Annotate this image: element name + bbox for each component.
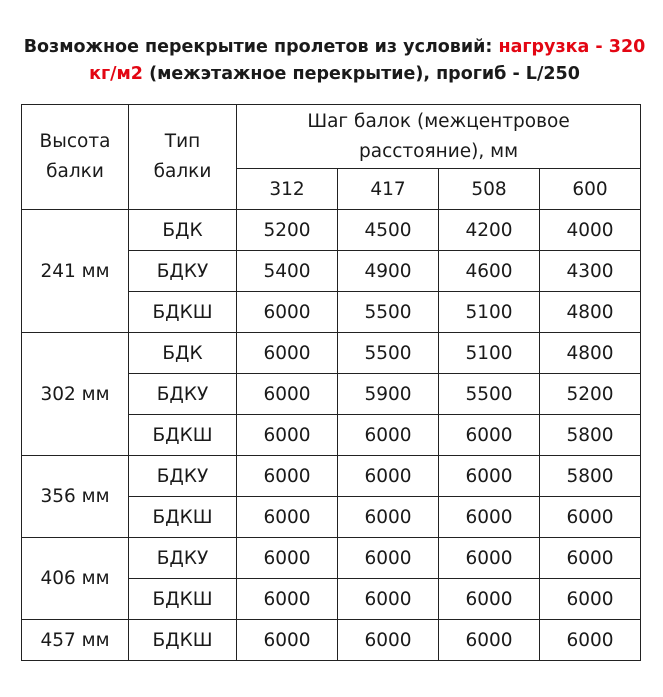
span-value-cell: 6000: [338, 538, 439, 579]
beam-type-cell: БДКШ: [129, 415, 237, 456]
span-value-cell: 6000: [237, 333, 338, 374]
beam-height-cell: 356 мм: [22, 456, 129, 538]
span-value-cell: 6000: [439, 456, 540, 497]
span-value-cell: 4000: [540, 210, 641, 251]
beam-height-cell: 302 мм: [22, 333, 129, 456]
header-beam-height-line1: Высота: [39, 131, 111, 152]
table-row: [22, 333, 641, 374]
beam-type-cell: БДКШ: [129, 579, 237, 620]
span-value-cell: 4600: [439, 251, 540, 292]
span-value-cell: 6000: [237, 620, 338, 661]
span-value-cell: 6000: [439, 579, 540, 620]
span-value-cell: 5500: [338, 333, 439, 374]
span-value-cell: 6000: [237, 579, 338, 620]
title-text-part2: (межэтажное перекрытие), прогиб - L/250: [143, 64, 580, 84]
span-value-cell: 6000: [237, 292, 338, 333]
span-value-cell: 6000: [439, 497, 540, 538]
table-row: [22, 538, 641, 579]
span-value-cell: 5200: [540, 374, 641, 415]
span-value-cell: 5800: [540, 456, 641, 497]
span-value-cell: 5100: [439, 333, 540, 374]
header-step-508: 508: [439, 169, 540, 210]
title-text-part1: Возможное перекрытие пролетов из условий:: [23, 37, 499, 57]
header-step-600: 600: [540, 169, 641, 210]
beam-type-cell: БДКШ: [129, 620, 237, 661]
span-value-cell: 5500: [439, 374, 540, 415]
span-value-cell: 5400: [237, 251, 338, 292]
header-beam-type-line1: Тип: [164, 131, 201, 152]
beam-type-cell: БДКУ: [129, 538, 237, 579]
beam-type-cell: БДК: [129, 210, 237, 251]
span-value-cell: 6000: [540, 538, 641, 579]
table-header: [22, 105, 641, 210]
header-step-417: 417: [338, 169, 439, 210]
span-value-cell: 6000: [540, 497, 641, 538]
header-beam-type-line2: балки: [153, 161, 212, 182]
beam-type-cell: БДКУ: [129, 456, 237, 497]
beam-type-cell: БДКШ: [129, 292, 237, 333]
table-row: [22, 456, 641, 497]
span-value-cell: 5500: [338, 292, 439, 333]
span-value-cell: 6000: [237, 538, 338, 579]
span-value-cell: 4800: [540, 292, 641, 333]
span-value-cell: 6000: [237, 456, 338, 497]
span-value-cell: 6000: [338, 579, 439, 620]
beam-type-cell: БДКУ: [129, 251, 237, 292]
span-table: [21, 104, 641, 661]
span-value-cell: 6000: [237, 415, 338, 456]
span-value-cell: 5200: [237, 210, 338, 251]
span-value-cell: 4300: [540, 251, 641, 292]
span-value-cell: 6000: [540, 579, 641, 620]
title-load-highlight: нагрузка - 320 кг/м2: [89, 37, 646, 84]
table-body: [22, 210, 641, 661]
span-value-cell: 6000: [237, 374, 338, 415]
table-row: [22, 620, 641, 661]
header-beam-step-line1: Шаг балок (межцентровое: [307, 110, 570, 132]
header-beam-step-line2: расстояние), мм: [358, 140, 519, 162]
span-value-cell: 6000: [338, 620, 439, 661]
beam-type-cell: БДКУ: [129, 374, 237, 415]
span-value-cell: 6000: [338, 415, 439, 456]
span-value-cell: 5800: [540, 415, 641, 456]
span-value-cell: 4800: [540, 333, 641, 374]
table-row: [22, 210, 641, 251]
beam-height-cell: 457 мм: [22, 620, 129, 661]
span-value-cell: 4500: [338, 210, 439, 251]
beam-type-cell: БДК: [129, 333, 237, 374]
span-value-cell: 4200: [439, 210, 540, 251]
span-value-cell: 6000: [338, 456, 439, 497]
header-beam-type: [129, 105, 237, 210]
beam-height-cell: 241 мм: [22, 210, 129, 333]
span-value-cell: 6000: [439, 620, 540, 661]
span-value-cell: 6000: [439, 415, 540, 456]
header-beam-height-line2: балки: [46, 161, 104, 182]
beam-height-cell: 406 мм: [22, 538, 129, 620]
span-value-cell: 6000: [338, 497, 439, 538]
page-title: [22, 34, 647, 88]
span-value-cell: 4900: [338, 251, 439, 292]
header-beam-step: [237, 105, 641, 169]
beam-type-cell: БДКШ: [129, 497, 237, 538]
header-beam-height: [22, 105, 129, 210]
span-value-cell: 5900: [338, 374, 439, 415]
span-value-cell: 6000: [439, 538, 540, 579]
span-value-cell: 6000: [540, 620, 641, 661]
span-value-cell: 5100: [439, 292, 540, 333]
header-step-312: 312: [237, 169, 338, 210]
span-value-cell: 6000: [237, 497, 338, 538]
